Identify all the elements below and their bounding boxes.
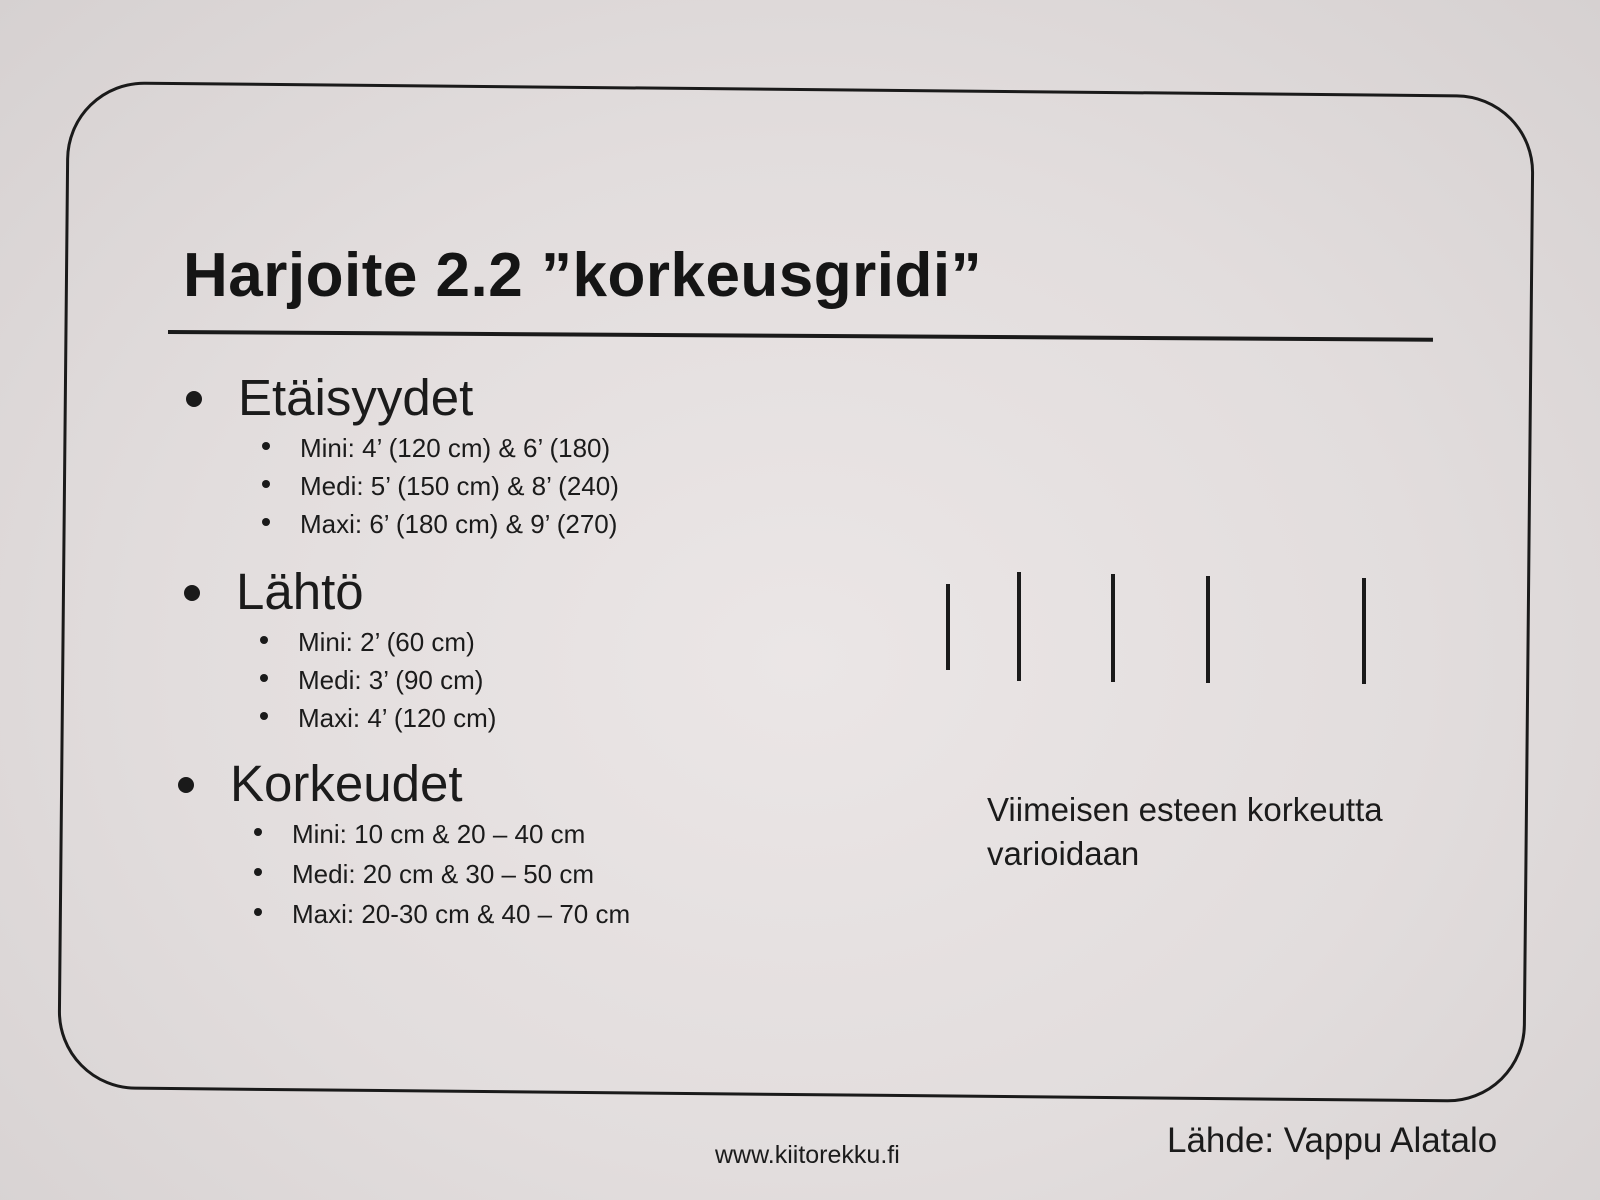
- bullet-icon: [262, 480, 270, 488]
- list-item-text: Mini: 4’ (120 cm) & 6’ (180): [300, 433, 611, 463]
- list-item-text: Medi: 20 cm & 30 – 50 cm: [292, 859, 595, 889]
- list-item-text: Maxi: 6’ (180 cm) & 9’ (270): [300, 509, 618, 539]
- obstacle-bar: [1017, 572, 1021, 681]
- bullet-icon: [186, 391, 202, 407]
- bullet-icon: [262, 518, 270, 526]
- diagram-caption-line: varioidaan: [987, 835, 1140, 872]
- bullet-icon: [262, 442, 270, 450]
- slide-title: Harjoite 2.2 ”korkeusgridi”: [183, 241, 983, 310]
- footer-source: Lähde: Vappu Alatalo: [1167, 1121, 1498, 1160]
- obstacle-bar: [1206, 576, 1210, 683]
- bullet-icon: [254, 868, 262, 876]
- section-heading-label: Korkeudet: [230, 755, 463, 812]
- section-heading-label: Etäisyydet: [238, 369, 474, 426]
- list-item-text: Medi: 3’ (90 cm): [298, 665, 484, 695]
- list-item-text: Medi: 5’ (150 cm) & 8’ (240): [300, 471, 619, 501]
- bullet-icon: [178, 777, 194, 793]
- bullet-icon: [254, 908, 262, 916]
- diagram-caption-line: Viimeisen esteen korkeutta: [987, 791, 1383, 828]
- section-heading-label: Lähtö: [236, 563, 364, 620]
- list-item-text: Mini: 2’ (60 cm): [298, 627, 475, 657]
- diagram-caption: [987, 788, 1507, 876]
- bullet-icon: [260, 712, 268, 720]
- list-item-text: Maxi: 20-30 cm & 40 – 70 cm: [292, 899, 631, 929]
- obstacle-bar: [1111, 574, 1115, 682]
- obstacle-bar: [1362, 578, 1366, 684]
- footer-website: www.kiitorekku.fi: [715, 1141, 900, 1169]
- bullet-icon: [260, 636, 268, 644]
- list-item-text: Mini: 10 cm & 20 – 40 cm: [292, 819, 586, 849]
- list-item-text: Maxi: 4’ (120 cm): [298, 703, 497, 733]
- bullet-icon: [184, 585, 200, 601]
- obstacle-bar: [946, 584, 950, 670]
- bullet-icon: [260, 674, 268, 682]
- bullet-icon: [254, 828, 262, 836]
- obstacle-diagram: [940, 570, 1380, 690]
